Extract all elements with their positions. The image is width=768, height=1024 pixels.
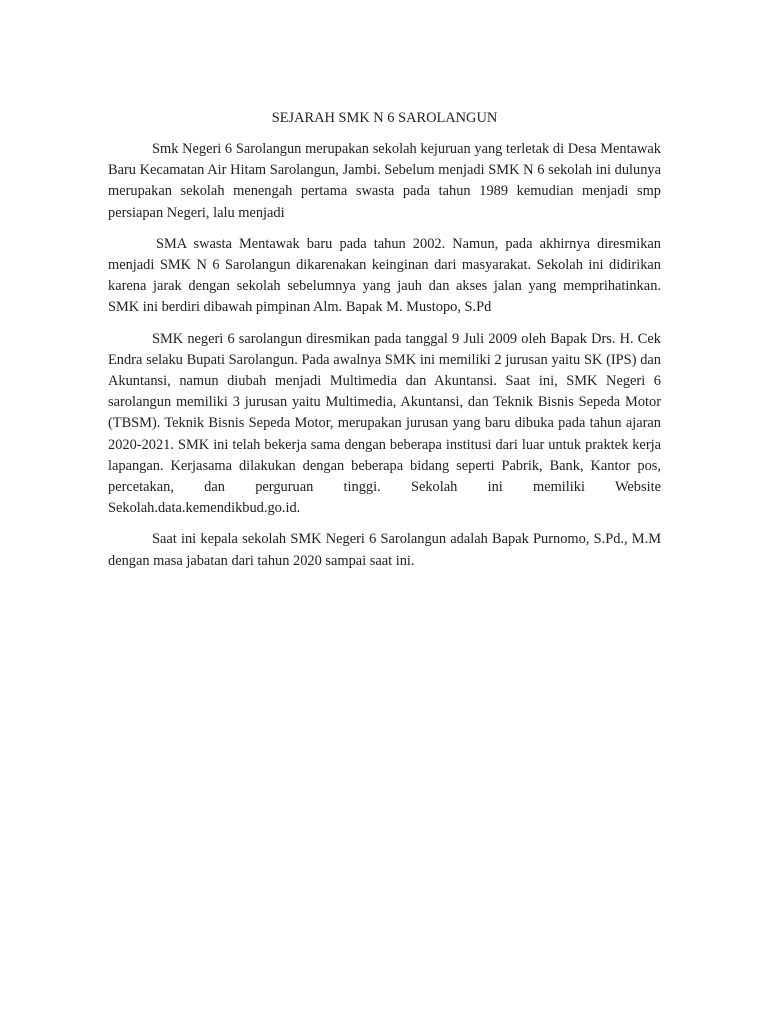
paragraph-sma-history: SMA swasta Mentawak baru pada tahun 2002. Namun, pada akhirnya diresmikan menjadi SMK N 6 Sarolangun dikarenakan keinginan dari masyarakat. Sekolah ini didirikan karena jarak dengan sekolah sebelumnya yang jauh dan akses jalan yang memprihatinkan. SMK ini berdiri dibawah pimpinan Alm. Bapak M. Mustopo, S.Pd [108,235,661,316]
paragraph-inauguration: SMK negeri 6 sarolangun diresmikan pada tanggal 9 Juli 2009 oleh Bapak Drs. H. Cek Endra selaku Bupati Sarolangun. Pada awalnya SMK ini memiliki 2 jurusan yaitu SK (IPS) dan Akuntansi, namun diubah menjadi Multimedia dan Akuntansi. Saat ini, SMK Negeri 6 sarolangun memiliki 3 jurusan yaitu Multimedia, Akuntansi, dan Teknik Bisnis Sepeda Motor (TBSM). Teknik Bisnis Sepeda Motor, merupakan jurusan yang baru dibuka pada tahun ajaran 2020-2021. SMK ini telah bekerja sama dengan beberapa institusi dari luar untuk praktek kerja lapangan. Kerjasama dilakukan dengan beberapa bidang seperti Pabrik, Bank, Kantor pos, percetakan, dan perguruan tinggi. Sekolah ini memiliki Website Sekolah.data.kemendikbud.go.id. [108,330,661,517]
document-body [108,108,661,582]
paragraph-current-principal: Saat ini kepala sekolah SMK Negeri 6 Sarolangun adalah Bapak Purnomo, S.Pd., M.M dengan masa jabatan dari tahun 2020 sampai saat ini. [108,531,661,569]
paragraph-intro: Smk Negeri 6 Sarolangun merupakan sekolah kejuruan yang terletak di Desa Mentawak Baru Kecamatan Air Hitam Sarolangun, Jambi. Sebelum menjadi SMK N 6 sekolah ini dulunya merupakan sekolah menengah pertama swasta pada tahun 1989 kemudian menjadi smp persiapan Negeri, lalu menjadi [108,141,661,221]
document-title: SEJARAH SMK N 6 SAROLANGUN [271,110,498,126]
